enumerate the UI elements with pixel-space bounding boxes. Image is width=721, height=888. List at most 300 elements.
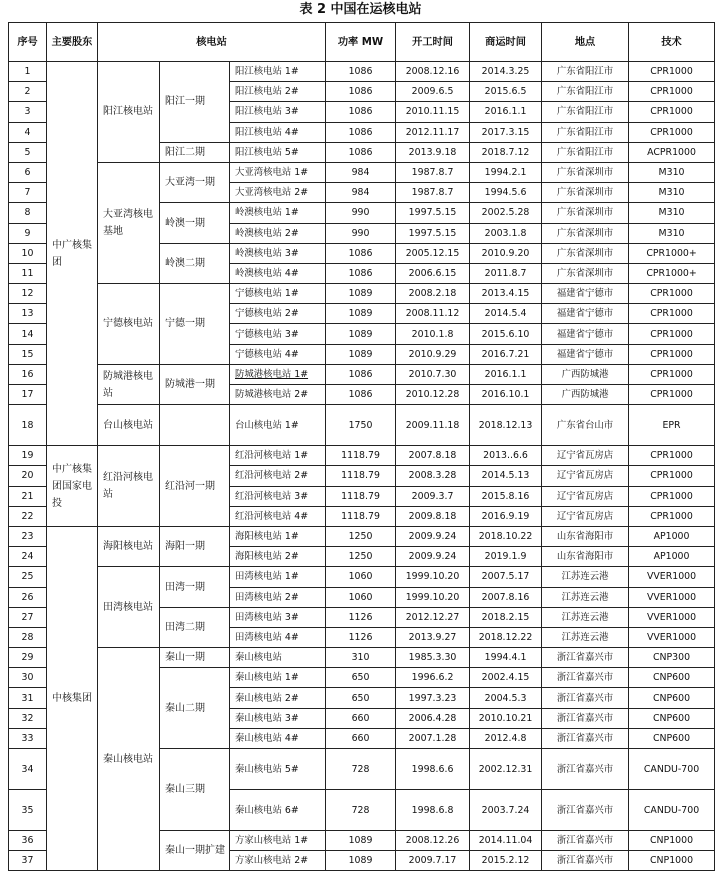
- cell-location: 福建省宁德市: [542, 324, 629, 344]
- cell-power: 1060: [326, 567, 396, 587]
- cell-seq: 20: [9, 466, 47, 486]
- cell-start: 1997.5.15: [396, 203, 470, 223]
- cell-seq: 5: [9, 142, 47, 162]
- cell-unit: [230, 203, 326, 223]
- unit-name: 方家山核电站 1#: [235, 835, 309, 847]
- cell-phase: 秦山二期: [160, 668, 230, 749]
- cell-power: 1086: [326, 122, 396, 142]
- cell-seq: 22: [9, 506, 47, 526]
- cell-location: 广东省阳江市: [542, 102, 629, 122]
- cell-commercial: 2016.1.1: [470, 364, 542, 384]
- cell-unit: [230, 62, 326, 82]
- cell-commercial: 2010.10.21: [470, 708, 542, 728]
- header-row: [9, 23, 715, 62]
- cell-location: 福建省宁德市: [542, 344, 629, 364]
- cell-unit: [230, 223, 326, 243]
- cell-power: 1089: [326, 304, 396, 324]
- cell-seq: 15: [9, 344, 47, 364]
- header-seq: 序号: [9, 23, 47, 62]
- unit-name: 秦山核电站 4#: [235, 732, 299, 744]
- cell-tech: CPR1000: [629, 466, 715, 486]
- cell-seq: 31: [9, 688, 47, 708]
- table-body: [9, 62, 715, 871]
- cell-base: 宁德核电站: [98, 284, 160, 365]
- cell-seq: 28: [9, 627, 47, 647]
- cell-seq: 10: [9, 243, 47, 263]
- cell-location: 广东省深圳市: [542, 223, 629, 243]
- cell-start: 1997.5.15: [396, 223, 470, 243]
- cell-commercial: 2015.8.16: [470, 486, 542, 506]
- unit-name: 田湾核电站 4#: [235, 631, 299, 643]
- cell-phase: 田湾二期: [160, 607, 230, 647]
- cell-unit: [230, 304, 326, 324]
- cell-phase: 田湾一期: [160, 567, 230, 607]
- cell-unit: [230, 344, 326, 364]
- cell-commercial: 2012.4.8: [470, 728, 542, 748]
- cell-start: 1997.3.23: [396, 688, 470, 708]
- cell-start: 1996.6.2: [396, 668, 470, 688]
- unit-name: 秦山核电站 5#: [235, 763, 299, 775]
- cell-tech: CPR1000: [629, 506, 715, 526]
- cell-base: 防城港核电站: [98, 364, 160, 404]
- cell-phase: 岭澳一期: [160, 203, 230, 243]
- cell-power: 1086: [326, 243, 396, 263]
- unit-name: 阳江核电站 1#: [235, 66, 299, 78]
- unit-name: 阳江核电站 3#: [235, 106, 299, 118]
- cell-tech: VVER1000: [629, 607, 715, 627]
- cell-seq: 27: [9, 607, 47, 627]
- cell-location: 广东省台山市: [542, 405, 629, 446]
- cell-unit: [230, 466, 326, 486]
- cell-seq: 23: [9, 526, 47, 546]
- cell-commercial: 2015.6.10: [470, 324, 542, 344]
- unit-name: 海阳核电站 1#: [235, 531, 299, 543]
- cell-tech: EPR: [629, 405, 715, 446]
- cell-location: 浙江省嘉兴市: [542, 648, 629, 668]
- nuclear-plants-table: [8, 22, 715, 871]
- table-row: [9, 364, 715, 384]
- cell-location: 辽宁省瓦房店: [542, 466, 629, 486]
- cell-commercial: 2019.1.9: [470, 547, 542, 567]
- cell-seq: 36: [9, 831, 47, 851]
- cell-unit: [230, 627, 326, 647]
- cell-start: 2008.12.16: [396, 62, 470, 82]
- cell-power: 1089: [326, 324, 396, 344]
- cell-tech: M310: [629, 223, 715, 243]
- table-caption: 表 2 中国在运核电站: [299, 2, 422, 17]
- cell-power: 1250: [326, 547, 396, 567]
- cell-seq: 2: [9, 82, 47, 102]
- cell-commercial: 2007.5.17: [470, 567, 542, 587]
- cell-power: 650: [326, 668, 396, 688]
- cell-seq: 3: [9, 102, 47, 122]
- cell-commercial: 2014.5.13: [470, 466, 542, 486]
- cell-power: 1250: [326, 526, 396, 546]
- cell-commercial: 2018.10.22: [470, 526, 542, 546]
- cell-tech: CPR1000: [629, 486, 715, 506]
- unit-name: 秦山核电站 2#: [235, 692, 299, 704]
- cell-start: 2013.9.18: [396, 142, 470, 162]
- cell-location: 广东省深圳市: [542, 263, 629, 283]
- unit-name: 田湾核电站 2#: [235, 591, 299, 603]
- cell-start: 2006.6.15: [396, 263, 470, 283]
- cell-unit: [230, 526, 326, 546]
- cell-start: 2009.8.18: [396, 506, 470, 526]
- cell-commercial: 2003.1.8: [470, 223, 542, 243]
- cell-commercial: 2014.5.4: [470, 304, 542, 324]
- cell-seq: 1: [9, 62, 47, 82]
- cell-tech: CPR1000: [629, 344, 715, 364]
- cell-commercial: 1994.4.1: [470, 648, 542, 668]
- unit-name: 田湾核电站 1#: [235, 571, 299, 583]
- cell-start: 2012.11.17: [396, 122, 470, 142]
- cell-unit: [230, 122, 326, 142]
- header-owner: 主要股东: [47, 23, 98, 62]
- cell-tech: CPR1000+: [629, 263, 715, 283]
- cell-start: 2010.7.30: [396, 364, 470, 384]
- cell-tech: VVER1000: [629, 567, 715, 587]
- cell-location: 浙江省嘉兴市: [542, 668, 629, 688]
- cell-seq: 33: [9, 728, 47, 748]
- cell-seq: 7: [9, 183, 47, 203]
- cell-tech: AP1000: [629, 547, 715, 567]
- cell-seq: 9: [9, 223, 47, 243]
- cell-unit: [230, 364, 326, 384]
- cell-unit: [230, 547, 326, 567]
- unit-name: 岭澳核电站 2#: [235, 227, 299, 239]
- cell-tech: CNP1000: [629, 851, 715, 871]
- unit-name: 岭澳核电站 3#: [235, 247, 299, 259]
- unit-name: 海阳核电站 2#: [235, 551, 299, 563]
- cell-location: 浙江省嘉兴市: [542, 851, 629, 871]
- cell-power: 1118.79: [326, 466, 396, 486]
- cell-owner: 中广核集团: [47, 62, 98, 446]
- cell-unit: [230, 749, 326, 790]
- cell-seq: 6: [9, 162, 47, 182]
- cell-power: 1086: [326, 142, 396, 162]
- cell-commercial: 2018.7.12: [470, 142, 542, 162]
- cell-commercial: 2018.2.15: [470, 607, 542, 627]
- cell-start: 2005.12.15: [396, 243, 470, 263]
- cell-location: 浙江省嘉兴市: [542, 728, 629, 748]
- cell-tech: M310: [629, 203, 715, 223]
- unit-name: 阳江核电站 2#: [235, 86, 299, 98]
- table-row: [9, 162, 715, 182]
- unit-name: 秦山核电站: [235, 652, 282, 664]
- cell-start: 2009.9.24: [396, 547, 470, 567]
- cell-power: 1126: [326, 627, 396, 647]
- cell-phase: 阳江二期: [160, 142, 230, 162]
- cell-start: 2008.12.26: [396, 831, 470, 851]
- cell-seq: 35: [9, 790, 47, 831]
- cell-power: 650: [326, 688, 396, 708]
- cell-phase: 秦山一期: [160, 648, 230, 668]
- unit-name: 秦山核电站 3#: [235, 712, 299, 724]
- cell-location: 江苏连云港: [542, 627, 629, 647]
- cell-tech: CPR1000: [629, 62, 715, 82]
- cell-base: 红沿河核电站: [98, 446, 160, 527]
- cell-start: 2007.8.18: [396, 446, 470, 466]
- unit-name: 大亚湾核电站 1#: [235, 167, 309, 179]
- cell-tech: CPR1000: [629, 385, 715, 405]
- cell-location: 广东省深圳市: [542, 162, 629, 182]
- cell-unit: [230, 405, 326, 446]
- cell-tech: CPR1000: [629, 364, 715, 384]
- cell-location: 辽宁省瓦房店: [542, 506, 629, 526]
- unit-name: 宁德核电站 3#: [235, 328, 299, 340]
- unit-name: 田湾核电站 3#: [235, 611, 299, 623]
- cell-phase: 阳江一期: [160, 62, 230, 143]
- cell-power: 1089: [326, 284, 396, 304]
- cell-unit: [230, 102, 326, 122]
- cell-start: 2010.9.29: [396, 344, 470, 364]
- unit-name: 方家山核电站 2#: [235, 855, 309, 867]
- cell-unit: [230, 284, 326, 304]
- cell-tech: ACPR1000: [629, 142, 715, 162]
- cell-start: 1987.8.7: [396, 183, 470, 203]
- cell-unit: [230, 668, 326, 688]
- cell-seq: 17: [9, 385, 47, 405]
- cell-seq: 21: [9, 486, 47, 506]
- cell-commercial: 2002.4.15: [470, 668, 542, 688]
- cell-location: 山东省海阳市: [542, 526, 629, 546]
- cell-start: 1987.8.7: [396, 162, 470, 182]
- cell-tech: CNP1000: [629, 831, 715, 851]
- cell-location: 江苏连云港: [542, 587, 629, 607]
- cell-power: 1086: [326, 385, 396, 405]
- cell-power: 1089: [326, 344, 396, 364]
- cell-start: 2010.11.15: [396, 102, 470, 122]
- cell-seq: 18: [9, 405, 47, 446]
- cell-base: 田湾核电站: [98, 567, 160, 648]
- cell-owner: 中核集团: [47, 526, 98, 870]
- cell-owner: 中广核集团国家电投: [47, 446, 98, 527]
- cell-seq: 16: [9, 364, 47, 384]
- cell-commercial: 1994.5.6: [470, 183, 542, 203]
- cell-tech: VVER1000: [629, 627, 715, 647]
- unit-name: 大亚湾核电站 2#: [235, 187, 309, 199]
- cell-location: 广西防城港: [542, 364, 629, 384]
- cell-power: 1086: [326, 62, 396, 82]
- cell-unit: [230, 446, 326, 466]
- cell-location: 广西防城港: [542, 385, 629, 405]
- cell-tech: CNP300: [629, 648, 715, 668]
- cell-location: 广东省深圳市: [542, 183, 629, 203]
- cell-power: 990: [326, 223, 396, 243]
- unit-name: 防城港核电站 2#: [235, 389, 309, 401]
- cell-power: 1086: [326, 82, 396, 102]
- cell-phase: 防城港一期: [160, 364, 230, 404]
- cell-start: 2007.1.28: [396, 728, 470, 748]
- unit-name: 防城港核电站 1#: [235, 368, 309, 380]
- cell-power: 1089: [326, 831, 396, 851]
- cell-location: 江苏连云港: [542, 607, 629, 627]
- cell-power: 984: [326, 162, 396, 182]
- cell-tech: CNP600: [629, 728, 715, 748]
- cell-power: 1086: [326, 102, 396, 122]
- cell-location: 浙江省嘉兴市: [542, 688, 629, 708]
- cell-start: 2008.2.18: [396, 284, 470, 304]
- cell-location: 山东省海阳市: [542, 547, 629, 567]
- cell-seq: 11: [9, 263, 47, 283]
- unit-name: 宁德核电站 1#: [235, 288, 299, 300]
- cell-start: 2009.11.18: [396, 405, 470, 446]
- table-row: [9, 284, 715, 304]
- cell-tech: CPR1000+: [629, 243, 715, 263]
- cell-unit: [230, 728, 326, 748]
- cell-unit: [230, 831, 326, 851]
- cell-start: 2012.12.27: [396, 607, 470, 627]
- cell-power: 1750: [326, 405, 396, 446]
- cell-unit: [230, 506, 326, 526]
- cell-tech: CANDU-700: [629, 790, 715, 831]
- cell-commercial: 2002.5.28: [470, 203, 542, 223]
- cell-power: 660: [326, 708, 396, 728]
- cell-seq: 25: [9, 567, 47, 587]
- cell-start: 1998.6.6: [396, 749, 470, 790]
- cell-tech: CPR1000: [629, 304, 715, 324]
- unit-name: 红沿河核电站 2#: [235, 470, 309, 482]
- cell-commercial: 2018.12.22: [470, 627, 542, 647]
- cell-power: 1126: [326, 607, 396, 627]
- cell-commercial: 2013.4.15: [470, 284, 542, 304]
- cell-location: 江苏连云港: [542, 567, 629, 587]
- table-row: [9, 526, 715, 546]
- header-tech: 技术: [629, 23, 715, 62]
- cell-base: 秦山核电站: [98, 648, 160, 871]
- table-row: [9, 648, 715, 668]
- unit-name: 岭澳核电站 1#: [235, 207, 299, 219]
- cell-location: 广东省阳江市: [542, 62, 629, 82]
- unit-name: 岭澳核电站 4#: [235, 267, 299, 279]
- cell-location: 浙江省嘉兴市: [542, 708, 629, 728]
- cell-unit: [230, 607, 326, 627]
- cell-unit: [230, 567, 326, 587]
- cell-unit: [230, 587, 326, 607]
- cell-start: 2009.7.17: [396, 851, 470, 871]
- cell-unit: [230, 162, 326, 182]
- cell-power: 310: [326, 648, 396, 668]
- cell-tech: VVER1000: [629, 587, 715, 607]
- unit-name: 宁德核电站 2#: [235, 308, 299, 320]
- cell-start: 2009.6.5: [396, 82, 470, 102]
- unit-name: 阳江核电站 4#: [235, 126, 299, 138]
- cell-location: 福建省宁德市: [542, 284, 629, 304]
- cell-tech: M310: [629, 183, 715, 203]
- table-row: [9, 405, 715, 446]
- cell-location: 浙江省嘉兴市: [542, 831, 629, 851]
- cell-unit: [230, 385, 326, 405]
- cell-seq: 4: [9, 122, 47, 142]
- cell-tech: CPR1000: [629, 446, 715, 466]
- cell-location: 浙江省嘉兴市: [542, 790, 629, 831]
- cell-location: 辽宁省瓦房店: [542, 486, 629, 506]
- cell-tech: CPR1000: [629, 82, 715, 102]
- cell-seq: 34: [9, 749, 47, 790]
- cell-power: 990: [326, 203, 396, 223]
- cell-commercial: 2010.9.20: [470, 243, 542, 263]
- cell-location: 浙江省嘉兴市: [542, 749, 629, 790]
- cell-phase: 大亚湾一期: [160, 162, 230, 202]
- cell-commercial: 2016.10.1: [470, 385, 542, 405]
- cell-commercial: 1994.2.1: [470, 162, 542, 182]
- cell-power: 1086: [326, 364, 396, 384]
- cell-start: 1999.10.20: [396, 567, 470, 587]
- cell-power: 1118.79: [326, 506, 396, 526]
- cell-power: 1089: [326, 851, 396, 871]
- cell-power: 984: [326, 183, 396, 203]
- cell-commercial: 2014.3.25: [470, 62, 542, 82]
- cell-tech: CNP600: [629, 708, 715, 728]
- cell-unit: [230, 708, 326, 728]
- cell-start: 2008.11.12: [396, 304, 470, 324]
- cell-phase: [160, 405, 230, 446]
- cell-start: 1999.10.20: [396, 587, 470, 607]
- unit-name: 红沿河核电站 4#: [235, 510, 309, 522]
- cell-tech: CPR1000: [629, 102, 715, 122]
- header-power: 功率 MW: [326, 23, 396, 62]
- cell-phase: 宁德一期: [160, 284, 230, 365]
- cell-commercial: 2016.9.19: [470, 506, 542, 526]
- cell-unit: [230, 688, 326, 708]
- cell-unit: [230, 82, 326, 102]
- cell-commercial: 2014.11.04: [470, 831, 542, 851]
- table-row: [9, 62, 715, 82]
- cell-power: 660: [326, 728, 396, 748]
- cell-start: 1998.6.8: [396, 790, 470, 831]
- cell-start: 2010.12.28: [396, 385, 470, 405]
- cell-commercial: 2016.7.21: [470, 344, 542, 364]
- cell-commercial: 2015.2.12: [470, 851, 542, 871]
- cell-power: 728: [326, 749, 396, 790]
- table-row: [9, 567, 715, 587]
- cell-seq: 30: [9, 668, 47, 688]
- cell-location: 广东省深圳市: [542, 243, 629, 263]
- cell-commercial: 2013..6.6: [470, 446, 542, 466]
- unit-name: 阳江核电站 5#: [235, 146, 299, 158]
- cell-start: 1985.3.30: [396, 648, 470, 668]
- cell-seq: 19: [9, 446, 47, 466]
- cell-start: 2006.4.28: [396, 708, 470, 728]
- cell-tech: AP1000: [629, 526, 715, 546]
- cell-commercial: 2016.1.1: [470, 102, 542, 122]
- cell-commercial: 2015.6.5: [470, 82, 542, 102]
- cell-tech: CPR1000: [629, 122, 715, 142]
- cell-unit: [230, 648, 326, 668]
- cell-tech: CNP600: [629, 668, 715, 688]
- cell-power: 1060: [326, 587, 396, 607]
- cell-commercial: 2018.12.13: [470, 405, 542, 446]
- cell-commercial: 2004.5.3: [470, 688, 542, 708]
- cell-seq: 26: [9, 587, 47, 607]
- header-station: 核电站: [98, 23, 326, 62]
- cell-phase: 岭澳二期: [160, 243, 230, 283]
- cell-commercial: 2007.8.16: [470, 587, 542, 607]
- cell-base: 海阳核电站: [98, 526, 160, 566]
- cell-start: 2013.9.27: [396, 627, 470, 647]
- cell-power: 728: [326, 790, 396, 831]
- cell-phase: 秦山一期扩建: [160, 831, 230, 871]
- cell-seq: 12: [9, 284, 47, 304]
- unit-name: 红沿河核电站 1#: [235, 450, 309, 462]
- cell-commercial: 2003.7.24: [470, 790, 542, 831]
- cell-tech: CPR1000: [629, 324, 715, 344]
- unit-name: 秦山核电站 1#: [235, 672, 299, 684]
- cell-unit: [230, 324, 326, 344]
- cell-power: 1086: [326, 263, 396, 283]
- cell-unit: [230, 486, 326, 506]
- cell-location: 广东省阳江市: [542, 82, 629, 102]
